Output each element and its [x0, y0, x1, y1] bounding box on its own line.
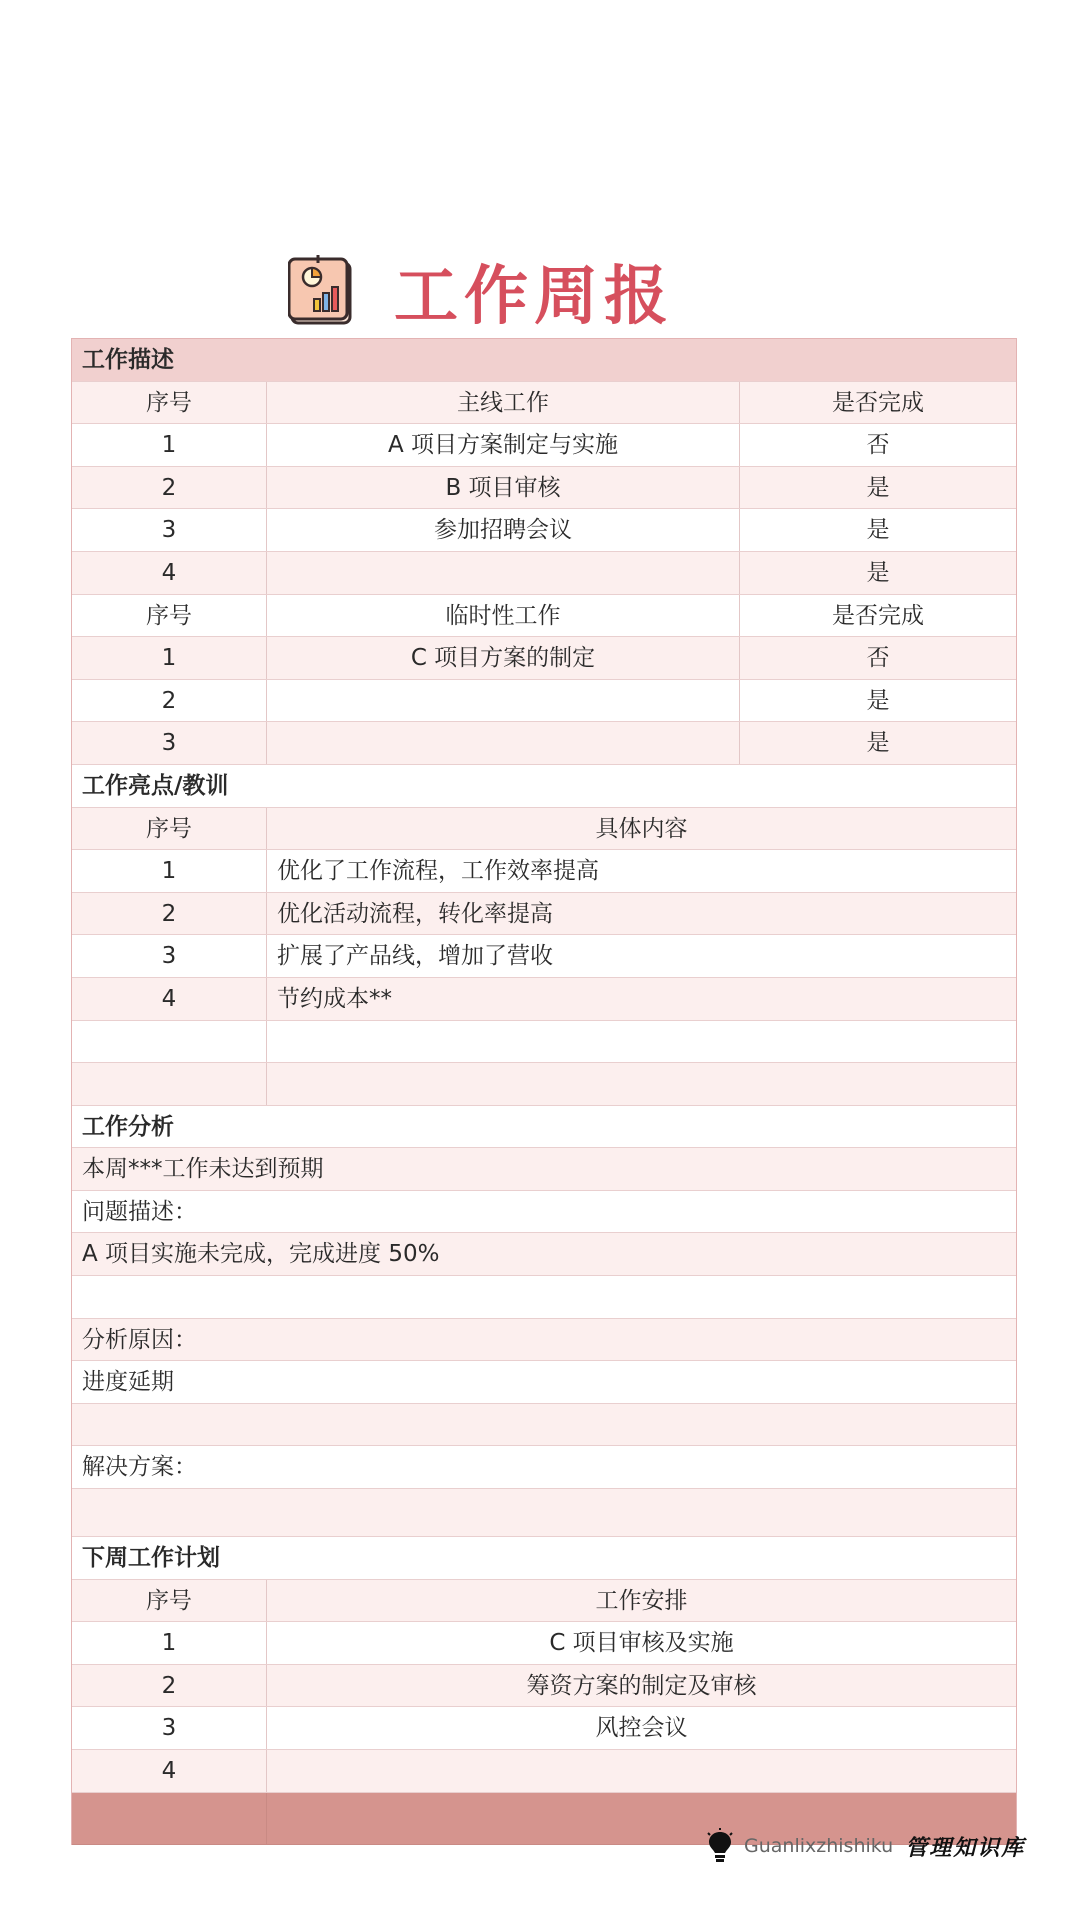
row-task [267, 680, 740, 722]
table-row [72, 1707, 1016, 1750]
footer-cell [72, 1793, 267, 1844]
brand-watermark [706, 1826, 1025, 1866]
row-completed: 是 [866, 559, 890, 586]
analysis-text: 解决方案： [82, 1454, 197, 1481]
analysis-line [72, 1191, 1016, 1234]
analysis-text [72, 1404, 1016, 1446]
column-header-completed: 是否完成 [832, 389, 924, 416]
table-row [72, 680, 1016, 723]
report-header [288, 250, 674, 332]
highlights-header-row [72, 808, 1016, 851]
brand-english-name: Guanlixzhishiku [744, 1835, 894, 1857]
analysis-line [72, 1319, 1016, 1362]
row-plan: C 项目审核及实施 [549, 1630, 734, 1657]
section-label: 下周工作计划 [82, 1545, 220, 1572]
row-content: 优化活动流程，转化率提高 [277, 900, 553, 927]
row-index: 4 [72, 552, 267, 594]
report-table [71, 338, 1017, 1845]
row-index: 4 [72, 1750, 267, 1792]
table-row [72, 1622, 1016, 1665]
temp-work-header-row [72, 595, 1016, 638]
row-completed: 是 [866, 730, 890, 757]
row-content [267, 1063, 1016, 1105]
column-header-completed: 是否完成 [832, 602, 924, 629]
row-completed: 是 [866, 687, 890, 714]
table-row [72, 1750, 1016, 1793]
row-index: 1 [72, 1622, 267, 1664]
row-index: 3 [72, 509, 267, 551]
row-plan [267, 1750, 1016, 1792]
row-task: 参加招聘会议 [267, 509, 740, 551]
row-index: 1 [72, 637, 267, 679]
row-completed: 是 [866, 517, 890, 544]
row-index [72, 1021, 267, 1063]
row-task: A 项目方案制定与实施 [267, 424, 740, 466]
row-content: 扩展了产品线，增加了营收 [277, 943, 553, 970]
column-header-temp-work: 临时性工作 [267, 595, 740, 637]
analysis-text: A 项目实施未完成，完成进度 50% [82, 1241, 440, 1268]
table-row [72, 1063, 1016, 1106]
row-completed: 否 [866, 645, 890, 672]
row-content: 优化了工作流程，工作效率提高 [277, 858, 599, 885]
plan-header-row [72, 1580, 1016, 1623]
column-header-index: 序号 [72, 1580, 267, 1622]
analysis-text: 问题描述： [82, 1198, 197, 1225]
analysis-line [72, 1361, 1016, 1404]
section-label: 工作描述 [82, 347, 174, 373]
analysis-text: 分析原因： [82, 1326, 197, 1353]
report-chart-icon [288, 255, 356, 327]
section-label: 工作分析 [82, 1113, 174, 1140]
brand-chinese-name: 管理知识库 [905, 1834, 1026, 1861]
row-index: 2 [72, 467, 267, 509]
column-header-main-work: 主线工作 [267, 382, 740, 424]
analysis-line [72, 1233, 1016, 1276]
analysis-line [72, 1404, 1016, 1447]
row-index: 3 [72, 935, 267, 977]
analysis-text [72, 1276, 1016, 1318]
analysis-line [72, 1276, 1016, 1319]
row-index: 2 [72, 680, 267, 722]
analysis-text: 本周***工作未达到预期 [82, 1156, 324, 1183]
row-index: 2 [72, 893, 267, 935]
analysis-line [72, 1148, 1016, 1191]
section-label: 工作亮点/教训 [82, 772, 229, 799]
row-task [267, 722, 740, 764]
table-row [72, 467, 1016, 510]
table-row [72, 509, 1016, 552]
section-analysis [72, 1106, 1016, 1149]
section-work-description [72, 339, 1016, 382]
report-title: 工作周报 [394, 260, 674, 334]
analysis-line [72, 1446, 1016, 1489]
row-index [72, 1063, 267, 1105]
row-plan: 风控会议 [595, 1715, 688, 1742]
row-index: 4 [72, 978, 267, 1020]
main-work-header-row [72, 382, 1016, 425]
column-header-index: 序号 [72, 808, 267, 850]
row-completed: 否 [866, 432, 890, 459]
row-index: 2 [72, 1665, 267, 1707]
table-row [72, 935, 1016, 978]
table-row [72, 978, 1016, 1021]
table-row [72, 552, 1016, 595]
analysis-text [72, 1489, 1016, 1536]
column-header-index: 序号 [72, 595, 267, 637]
column-header-content: 具体内容 [595, 815, 688, 842]
table-row [72, 424, 1016, 467]
table-row [72, 850, 1016, 893]
row-completed: 是 [866, 474, 890, 501]
row-index: 3 [72, 722, 267, 764]
row-index: 1 [72, 850, 267, 892]
lightbulb-icon [706, 1828, 734, 1864]
section-highlights [72, 765, 1016, 808]
row-index: 3 [72, 1707, 267, 1749]
analysis-line [72, 1489, 1016, 1537]
row-content: 节约成本** [277, 985, 392, 1012]
column-header-index: 序号 [72, 382, 267, 424]
row-task [267, 552, 740, 594]
table-row [72, 893, 1016, 936]
row-task: B 项目审核 [267, 467, 740, 509]
row-task: C 项目方案的制定 [267, 637, 740, 679]
table-row [72, 1021, 1016, 1064]
row-plan: 筹资方案的制定及审核 [526, 1672, 757, 1699]
section-next-week-plan [72, 1537, 1016, 1580]
table-row [72, 637, 1016, 680]
table-row [72, 1665, 1016, 1708]
analysis-text: 进度延期 [82, 1369, 174, 1396]
row-index: 1 [72, 424, 267, 466]
column-header-plan: 工作安排 [595, 1587, 688, 1614]
table-row [72, 722, 1016, 765]
row-content [267, 1021, 1016, 1063]
